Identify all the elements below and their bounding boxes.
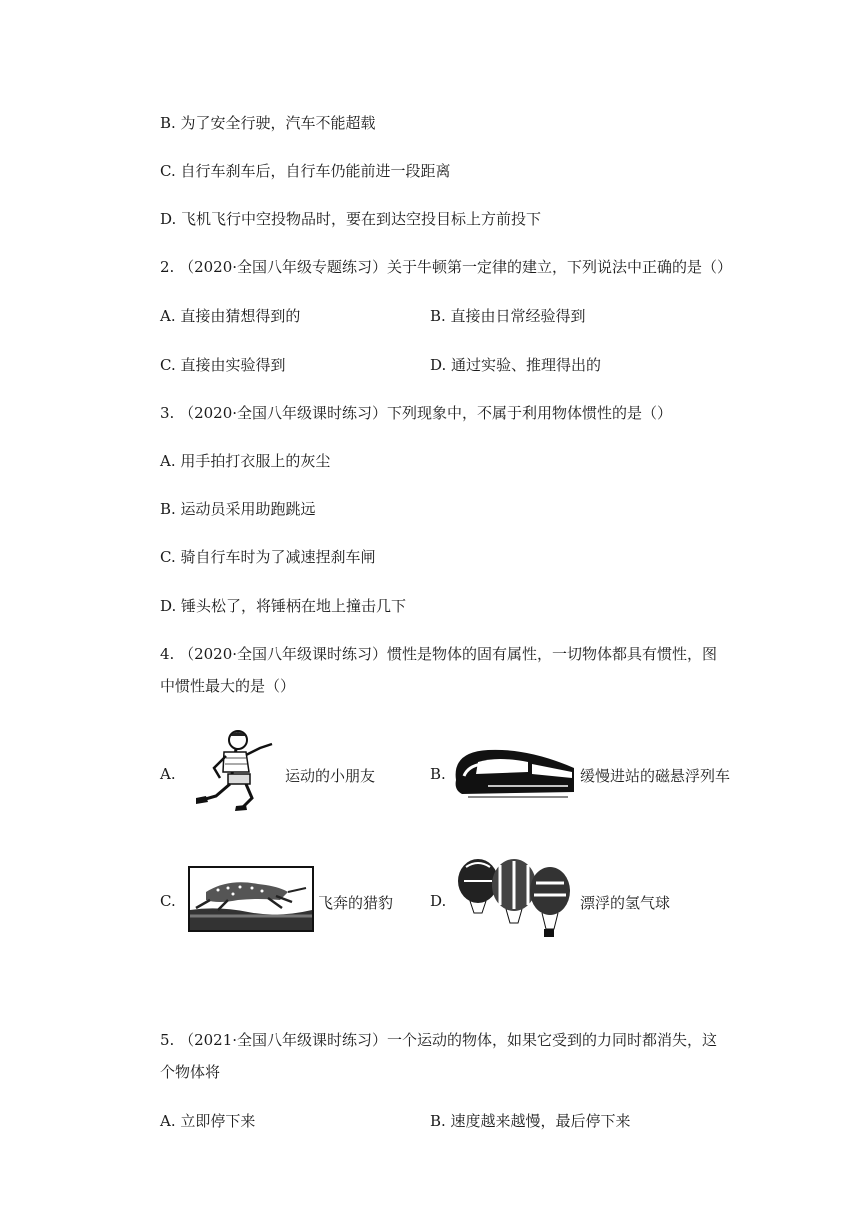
q4-option-a-letter: A. (160, 765, 176, 783)
q4-option-c-caption: 飞奔的猎豹 (318, 894, 394, 912)
q3-option-b: B. 运动员采用助跑跳远 (160, 500, 316, 518)
q3-option-d: D. 锤头松了，将锤柄在地上撞击几下 (160, 597, 407, 615)
q4-option-d-letter: D. (430, 892, 447, 910)
q3-option-a: A. 用手拍打衣服上的灰尘 (160, 452, 331, 470)
q2-option-d: D. 通过实验、推理得出的 (430, 356, 602, 374)
maglev-train-icon (448, 742, 578, 802)
q4-option-c-letter: C. (160, 892, 176, 910)
q2-option-b: B. 直接由日常经验得到 (430, 307, 586, 325)
q4-option-b-letter: B. (430, 765, 446, 783)
q4-option-b-caption: 缓慢进站的磁悬浮列车 (580, 767, 731, 785)
q4-option-a-caption: 运动的小朋友 (285, 767, 376, 785)
q1-option-c: C. 自行车刹车后，自行车仍能前进一段距离 (160, 162, 451, 180)
q3-option-c: C. 骑自行车时为了减速捏刹车闸 (160, 548, 376, 566)
q5-stem-line2: 个物体将 (160, 1063, 221, 1081)
q4-stem-line1: 4. （2020·全国八年级课时练习）惯性是物体的固有属性，一切物体都具有惯性，图 (160, 645, 718, 663)
hot-air-balloons-icon (456, 855, 572, 939)
q5-option-a: A. 立即停下来 (160, 1112, 256, 1130)
running-child-icon (190, 728, 282, 814)
q4-stem-line2: 中惯性最大的是（） (160, 677, 296, 695)
q5-stem-line1: 5. （2021·全国八年级课时练习）一个运动的物体，如果它受到的力同时都消失，这 (160, 1031, 718, 1049)
q2-option-a: A. 直接由猜想得到的 (160, 307, 301, 325)
q1-option-b: B. 为了安全行驶，汽车不能超载 (160, 114, 376, 132)
q4-option-d-caption: 漂浮的氢气球 (580, 894, 671, 912)
q2-option-c: C. 直接由实验得到 (160, 356, 286, 374)
q5-option-b: B. 速度越来越慢，最后停下来 (430, 1112, 631, 1130)
q2-stem: 2. （2020·全国八年级专题练习）关于牛顿第一定律的建立，下列说法中正确的是（） (160, 258, 733, 276)
q1-option-d: D. 飞机飞行中空投物品时，要在到达空投目标上方前投下 (160, 210, 542, 228)
q3-stem: 3. （2020·全国八年级课时练习）下列现象中，不属于利用物体惯性的是（） (160, 404, 673, 422)
cheetah-icon (188, 866, 314, 932)
